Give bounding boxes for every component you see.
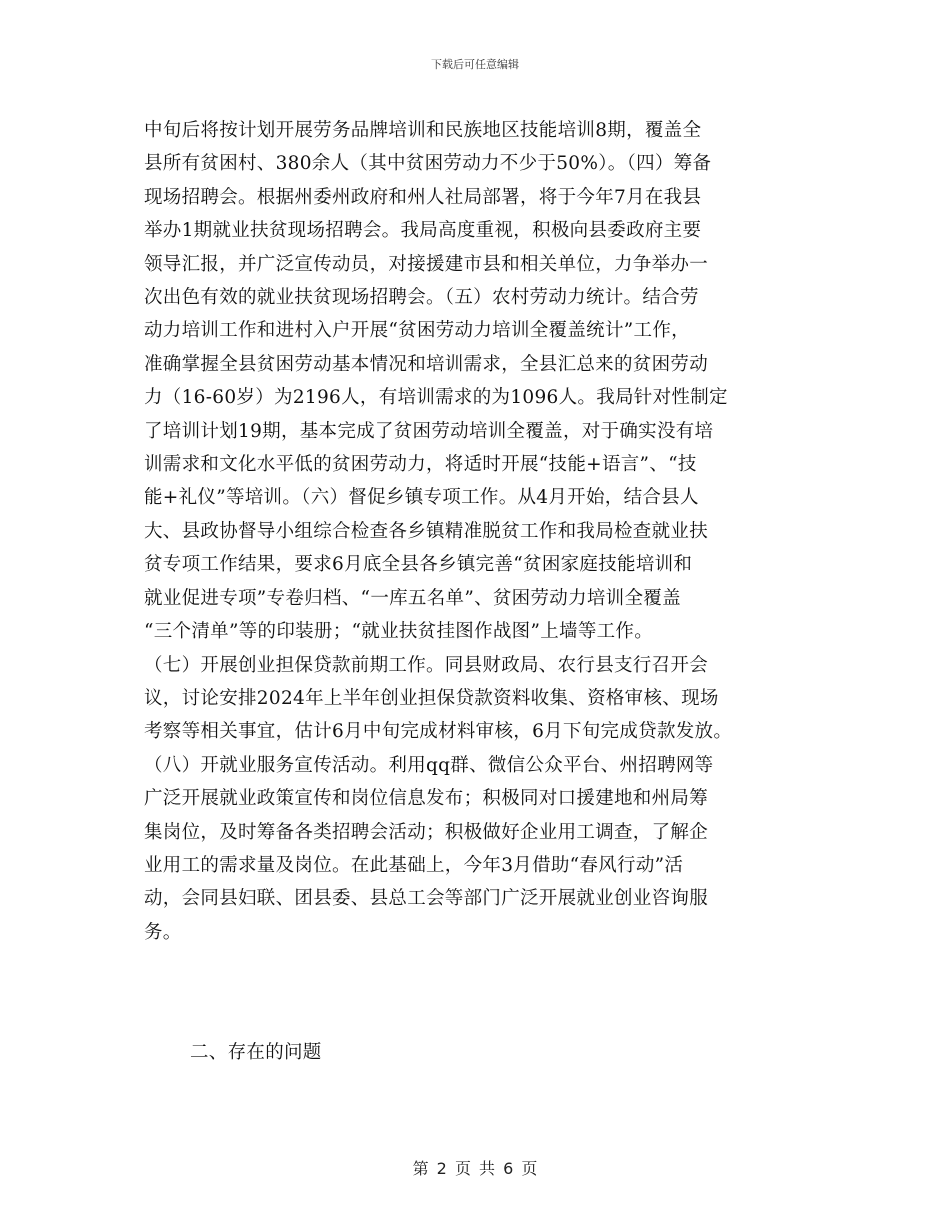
text-line: 务。 — [144, 921, 182, 943]
document-body — [144, 114, 834, 949]
text-line: 能+礼仪”等培训。（六）督促乡镇专项工作。从4月开始，结合县人 — [144, 487, 699, 509]
text-line: 就业促进专项”专卷归档、“一库五名单”、贫困劳动力培训全覆盖 — [144, 587, 681, 609]
text-line: 中旬后将按计划开展劳务品牌培训和民族地区技能培训8期，覆盖全 — [144, 120, 702, 141]
text-line: 贫专项工作结果，要求6月底全县各乡镇完善“贫困家庭技能培训和 — [144, 554, 693, 576]
text-line: 力（16-60岁）为2196人，有培训需求的为1096人。我局针对性制定 — [144, 387, 728, 409]
text-line: 次出色有效的就业扶贫现场招聘会。（五）农村劳动力统计。结合劳 — [144, 287, 699, 309]
text-line: 动，会同县妇联、团县委、县总工会等部门广泛开展就业创业咨询服 — [144, 888, 709, 910]
header-note: 下载后可任意编辑 — [431, 58, 519, 71]
text-line: 领导汇报，并广泛宣传动员，对接援建市县和相关单位，力争举办一 — [144, 253, 709, 275]
page-number: 第 2 页 共 6 页 — [412, 1159, 538, 1178]
text-line: 集岗位，及时筹备各类招聘会活动；积极做好企业用工调查，了解企 — [144, 821, 709, 843]
section-heading: 二、存在的问题 — [190, 1042, 322, 1063]
text-line: （八）开就业服务宣传活动。利用qq群、微信公众平台、州招聘网等 — [144, 754, 714, 776]
text-line: 训需求和文化水平低的贫困劳动力，将适时开展“技能+语言”、“技 — [144, 454, 697, 476]
text-line: “三个清单”等的印装册；“就业扶贫挂图作战图”上墙等工作。 — [144, 621, 654, 643]
text-line: 考察等相关事宜，估计6月中旬完成材料审核，6月下旬完成贷款发放。 — [144, 721, 733, 743]
text-line: 广泛开展就业政策宣传和岗位信息发布；积极同对口援建地和州局筹 — [144, 788, 709, 810]
text-line: 县所有贫困村、380余人（其中贫困劳动力不少于50%）。（四）筹备 — [144, 153, 712, 175]
text-line: 大、县政协督导小组综合检查各乡镇精准脱贫工作和我局检查就业扶 — [144, 520, 709, 542]
text-line: 举办1期就业扶贫现场招聘会。我局高度重视，积极向县委政府主要 — [144, 220, 702, 242]
text-line: （七）开展创业担保贷款前期工作。同县财政局、农行县支行召开会 — [144, 654, 709, 676]
text-line: 动力培训工作和进村入户开展“贫困劳动力培训全覆盖统计”工作， — [144, 320, 690, 342]
text-line: 现场招聘会。根据州委州政府和州人社局部署，将于今年7月在我县 — [144, 186, 702, 208]
text-line: 议，讨论安排2024年上半年创业担保贷款资料收集、资格审核、现场 — [144, 687, 719, 709]
text-line: 业用工的需求量及岗位。在此基础上，今年3月借助“春风行动”活 — [144, 854, 684, 876]
text-line: 准确掌握全县贫困劳动基本情况和培训需求，全县汇总来的贫困劳动 — [144, 353, 709, 375]
body-paragraph — [144, 114, 834, 949]
text-line: 了培训计划19期，基本完成了贫困劳动培训全覆盖，对于确实没有培 — [144, 420, 714, 442]
